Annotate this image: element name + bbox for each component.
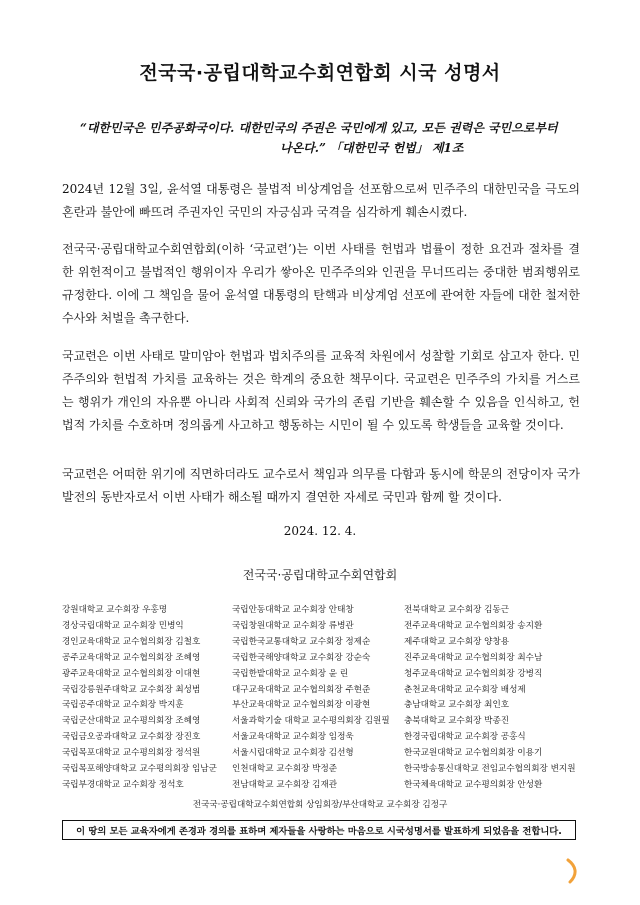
member-entry: 충남대학교 교수회장 최인호 (404, 700, 510, 711)
quote-line-1: “대한민국은 민주공화국이다. 대한민국의 주권은 국민에게 있고, 모든 권력은 국민으로부터 (80, 121, 558, 135)
notice-text: 이 땅의 모든 교육자에게 존경과 경의를 표하며 제자들을 사랑하는 마음으로 시국성명서를 발표하게 되었음을 전합니다. (76, 826, 562, 837)
member-entry: 전북대학교 교수회장 김동근 (404, 605, 510, 615)
member-entry: 서울교육대학교 교수회장 임정욱 (232, 732, 354, 743)
president-signature: 전국국·공립대학교수회연합회 상임회장/부산대학교 교수회장 김정구 (192, 800, 448, 810)
member-entry: 국립금오공과대학교 교수회장 장진호 (62, 732, 201, 743)
member-entry: 공주교육대학교 교수협의회장 조혜영 (62, 652, 201, 663)
document-title: 전국국·공립대학교수회연합회 시국 성명서 (139, 62, 501, 84)
decorative-mark-icon (566, 858, 580, 884)
member-entry: 국립목포대학교 교수평의회장 정석원 (62, 748, 201, 759)
constitution-quote (80, 118, 570, 158)
member-entry: 국립강릉원주대학교 교수회장 최성범 (62, 684, 201, 695)
member-entry: 국립한국해양대학교 교수회장 강순숙 (232, 652, 371, 663)
member-entry: 국립군산대학교 교수평의회장 조혜영 (62, 716, 201, 727)
member-entry: 광주교육대학교 교수협의회장 이대현 (62, 668, 201, 679)
member-entry: 국립목포해양대학교 교수평의회장 임남군 (62, 764, 217, 775)
member-entry: 청주교육대학교 교수협의회장 강병직 (404, 668, 543, 679)
notice-box (62, 820, 576, 840)
member-entry: 한국교원대학교 교수협의회장 이용기 (404, 748, 543, 759)
member-entry: 인천대학교 교수회장 박정준 (232, 764, 338, 775)
member-entry: 한경국립대학교 교수회장 공홍식 (404, 732, 526, 743)
member-entry: 서울시립대학교 교수회장 김선형 (232, 748, 354, 759)
member-entry: 경인교육대학교 교수협의회장 김철호 (62, 636, 201, 647)
member-entry: 경상국립대학교 교수회장 민병익 (62, 620, 184, 631)
member-entry: 국립안동대학교 교수회장 안태창 (232, 605, 354, 615)
member-entry: 국립공주대학교 교수회장 박지훈 (62, 700, 184, 711)
member-entry: 국립창원대학교 교수회장 류병관 (232, 620, 354, 631)
member-entry: 대구교육대학교 교수협의회장 주현준 (232, 684, 371, 695)
member-entry: 제주대학교 교수회장 양창용 (404, 636, 510, 647)
member-entry: 한국체육대학교 교수평의회장 안성환 (404, 779, 543, 790)
paragraph-3: 국교련은 이번 사태로 말미암아 헌법과 법치주의를 교육적 차원에서 성찰할 기회로 삼고자 한다. 민주주의와 헌법적 가치를 교육하는 것은 학계의 중요한 책무이다. 국교련은 민주주의 가치를 거스르는 행위가 개인의 자유뿐 아니라 사회적 신뢰와 국가의 존립 기반을 훼손할 수 있음을 인식하고, 헌법적 가치를 수호하며 정의롭게 사고하고 행동하는 시민이 될 수 있도록 학생들을 교육할 것이다. (62, 349, 580, 432)
quote-line-2: 나온다.” 「대한민국 헌법」 제1조 (280, 141, 464, 155)
member-entry: 춘천교육대학교 교수회장 배성제 (404, 684, 526, 695)
organization-name: 전국국·공립대학교수회연합회 (242, 568, 398, 582)
member-entry: 충북대학교 교수회장 박종진 (404, 716, 510, 727)
member-entry: 국립한밭대학교 교수회장 윤 린 (232, 668, 349, 679)
member-entry: 전주교육대학교 교수협의회장 송지환 (404, 620, 543, 631)
member-list (62, 603, 592, 794)
member-entry: 서울과학기술 대학교 교수평의회장 김원필 (232, 716, 390, 727)
statement-date: 2024. 12. 4. (283, 524, 357, 538)
member-entry: 강원대학교 교수회장 우홍명 (62, 605, 168, 615)
paragraph-4: 국교련은 어떠한 위기에 직면하더라도 교수로서 책임과 의무를 다함과 동시에 학문의 전당이자 국가 발전의 동반자로서 이번 사태가 해소될 때까지 결연한 자세로 국민과 함께 할 것이다. (62, 467, 580, 504)
paragraph-1: 2024년 12월 3일, 윤석열 대통령은 불법적 비상계엄을 선포함으로써 민주주의 대한민국을 극도의 혼란과 불안에 빠뜨려 주권자인 국민의 자긍심과 국격을 심각하게 훼손시켰다. (62, 182, 580, 219)
member-entry: 전남대학교 교수회장 김재관 (232, 779, 338, 790)
member-entry: 국립부경대학교 교수회장 정석호 (62, 779, 184, 790)
member-entry: 부산교육대학교 교수협의회장 이광현 (232, 700, 371, 711)
paragraph-2: 전국국·공립대학교수회연합회(이하 ‘국교련’)는 이번 사태를 헌법과 법률이 정한 요건과 절차를 결한 위헌적이고 불법적인 행위이자 우리가 쌓아온 민주주의와 인권을 무너뜨리는 중대한 범죄행위로 규정한다. 이에 그 책임을 물어 윤석열 대통령의 탄핵과 비상계엄 선포에 관여한 자들에 대한 철저한 수사와 처벌을 촉구한다. (62, 242, 580, 325)
member-entry: 진주교육대학교 교수협의회장 최수남 (404, 652, 543, 663)
member-entry: 한국방송통신대학교 전임교수협의회장 변지원 (404, 764, 576, 775)
member-entry: 국립한국교통대학교 교수회장 정제순 (232, 636, 371, 647)
